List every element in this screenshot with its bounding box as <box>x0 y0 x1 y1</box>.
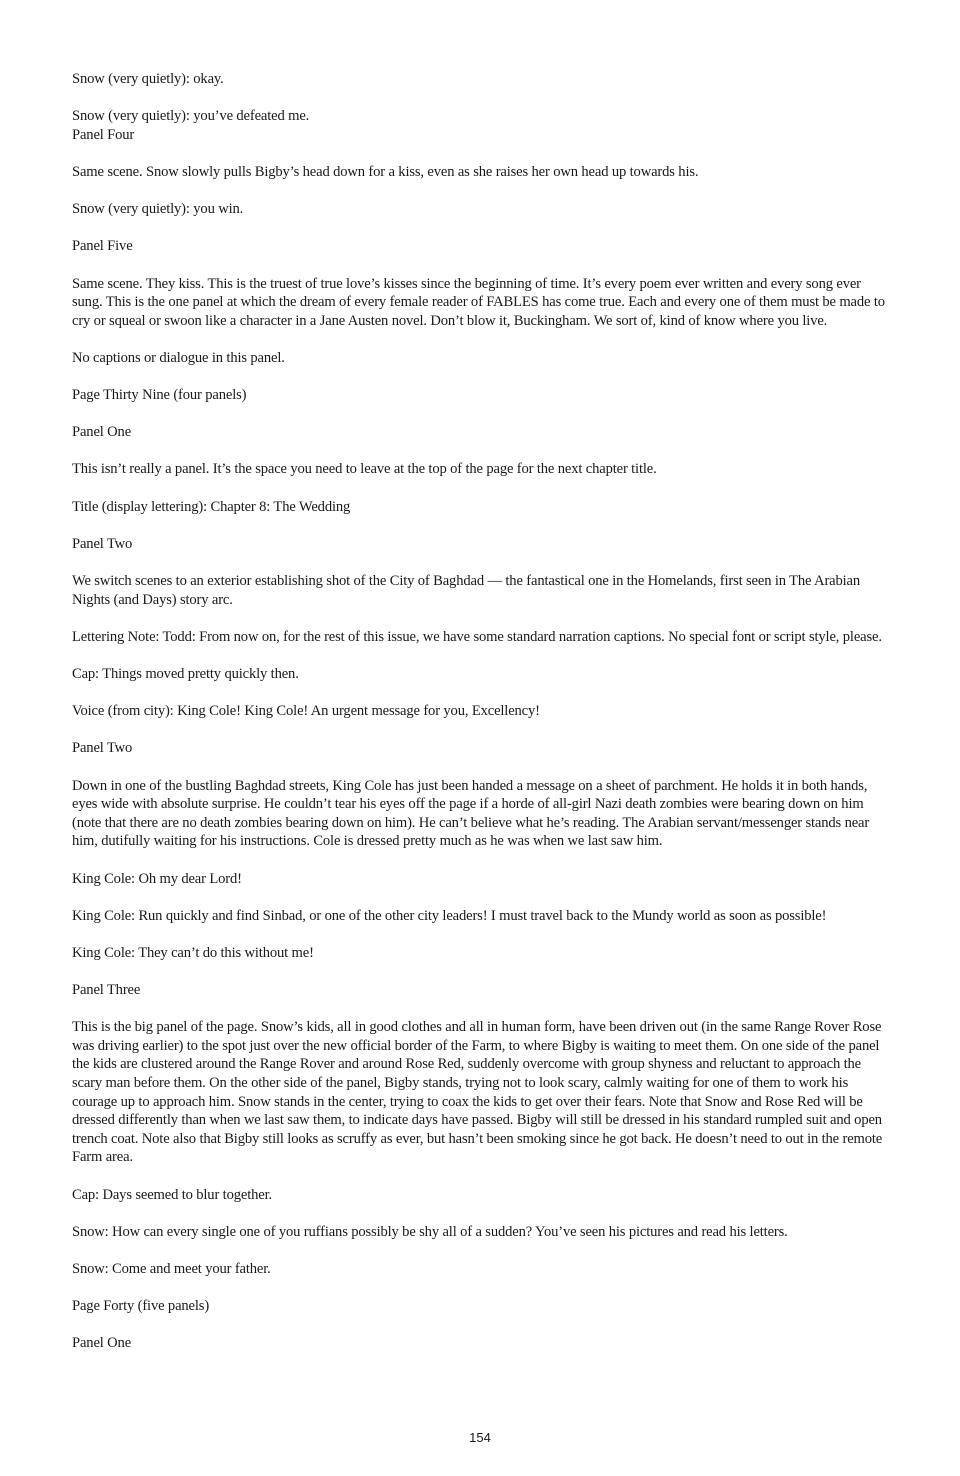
script-page <box>72 70 888 1372</box>
panel-description: This isn’t really a panel. It’s the space you need to leave at the top of the page for the next chapter title. <box>72 461 657 478</box>
dialogue-line: Snow (very quietly): you win. <box>72 201 244 218</box>
panel-heading: Panel One <box>72 1335 132 1352</box>
panel-description: This is the big panel of the page. Snow’s kids, all in good clothes and all in human form, have been driven out (in the same Range Rover Rose was driving earlier) to the spot just over the new official border of the Farm, to where Bigby is waiting to meet them. On one side of the panel the kids are clustered around the Range Rover and around Rose Red, suddenly overcome with group shyness and reluctant to approach the scary man before them. On the other side of the panel, Bigby stands, trying not to look scary, calmly waiting for one of them to work his courage up to approach him. Snow stands in the center, trying to coax the kids to get over their fears. Note that Snow and Rose Red will be dressed differently than when we last saw them, to indicate days have passed. Bigby will still be dressed in his standard rumpled suit and open trench coat. Note also that Bigby still looks as scruffy as ever, but hasn’t been smoking since he got back. He doesn’t need to out in the remote Farm area. <box>72 1019 883 1166</box>
dialogue-line: Voice (from city): King Cole! King Cole! An urgent message for you, Excellency! <box>72 703 540 720</box>
dialogue-line: Snow: How can every single one of you ruffians possibly be shy all of a sudden? You’ve seen his pictures and read his letters. <box>72 1223 788 1240</box>
panel-heading: Panel Five <box>72 238 133 255</box>
page-number: 154 <box>469 1430 491 1445</box>
panel-description: We switch scenes to an exterior establishing shot of the City of Baghdad — the fantastical one in the Homelands, first seen in The Arabian Nights (and Days) story arc. <box>72 573 861 608</box>
panel-heading: Panel Two <box>72 740 133 757</box>
lettering-note: Lettering Note: Todd: From now on, for the rest of this issue, we have some standard narration captions. No special font or script style, please. <box>72 628 882 645</box>
note-line: No captions or dialogue in this panel. <box>72 349 285 366</box>
page-heading: Page Thirty Nine (four panels) <box>72 387 247 404</box>
title-line: Title (display lettering): Chapter 8: The Wedding <box>72 498 351 515</box>
panel-description: Down in one of the bustling Baghdad streets, King Cole has just been handed a message on a sheet of parchment. He holds it in both hands, eyes wide with absolute surprise. He couldn’t tear his eyes off the page if a horde of all-girl Nazi death zombies were bearing down on him (note that there are no death zombies bearing down on him). He can’t believe what he’s reading. The Arabian servant/messenger stands near him, dutifully waiting for his instructions. Cole is dressed pretty much as he was when we last saw him. <box>72 777 870 850</box>
panel-heading: Panel One <box>72 424 132 441</box>
page-heading: Page Forty (five panels) <box>72 1298 210 1315</box>
caption-line: Cap: Days seemed to blur together. <box>72 1186 272 1203</box>
dialogue-line: King Cole: Run quickly and find Sinbad, or one of the other city leaders! I must travel back to the Mundy world as soon as possible! <box>72 907 827 924</box>
panel-heading: Panel Two <box>72 535 133 552</box>
dialogue-line: Snow (very quietly): you’ve defeated me. <box>72 108 310 125</box>
dialogue-line: Snow (very quietly): okay. <box>72 71 224 87</box>
panel-heading: Panel Four <box>72 126 135 143</box>
panel-description: Same scene. Snow slowly pulls Bigby’s head down for a kiss, even as she raises her own head up towards his. <box>72 163 699 180</box>
dialogue-line: King Cole: They can’t do this without me! <box>72 944 314 961</box>
dialogue-line: King Cole: Oh my dear Lord! <box>72 870 242 887</box>
panel-description: Same scene. They kiss. This is the truest of true love’s kisses since the beginning of time. It’s every poem ever written and every song ever sung. This is the one panel at which the dream of every female reader of FABLES has come true. Each and every one of them must be made to cry or squeal or swoon like a character in a Jane Austen novel. Don’t blow it, Buckingham. We sort of, kind of know where you live. <box>72 275 885 329</box>
panel-heading: Panel Three <box>72 982 141 999</box>
caption-line: Cap: Things moved pretty quickly then. <box>72 666 299 682</box>
dialogue-line: Snow: Come and meet your father. <box>72 1261 271 1277</box>
